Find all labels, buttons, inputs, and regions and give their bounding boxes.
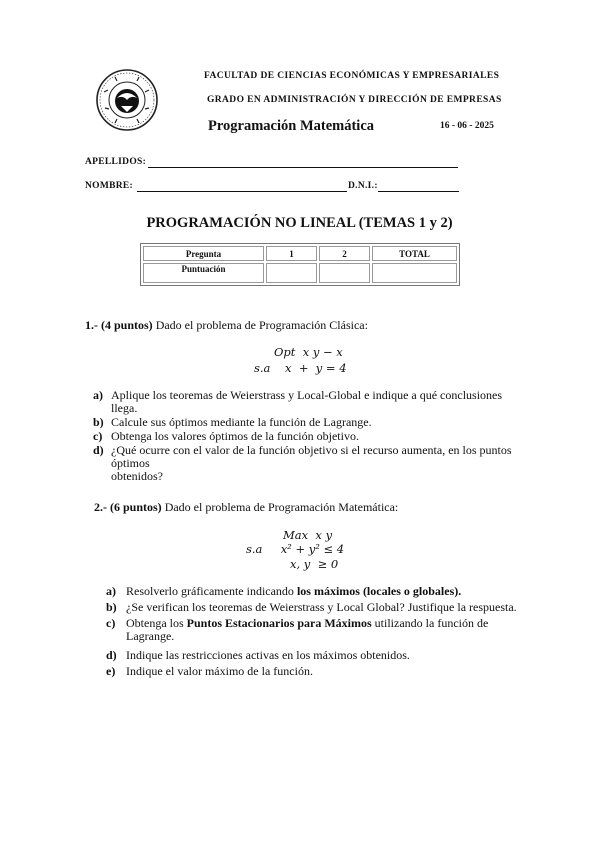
degree-name: GRADO EN ADMINISTRACIÓN Y DIRECCIÓN DE EMPRESAS bbox=[207, 95, 502, 105]
item-text: Indique el valor máximo de la función. bbox=[126, 664, 313, 678]
surnames-label: APELLIDOS: bbox=[85, 157, 147, 167]
question-1-points: (4 puntos) bbox=[101, 318, 153, 332]
item-letter: a) bbox=[106, 584, 116, 598]
item-text-cont: óptimos obtenidos? bbox=[111, 456, 163, 483]
item-letter: a) bbox=[93, 388, 103, 402]
table-header-cell: 2 bbox=[319, 246, 370, 261]
question-1-formula-constraint: s.a x + y = 4 bbox=[254, 361, 347, 375]
question-2-points: (6 puntos) bbox=[110, 500, 162, 514]
item-letter: d) bbox=[93, 443, 104, 457]
score-cell-total[interactable] bbox=[372, 263, 457, 283]
question-1-number: 1.- bbox=[85, 318, 98, 332]
item-text: Resolverlo gráficamente indicando los máximos (locales o globales). bbox=[126, 584, 462, 598]
score-cell-1[interactable] bbox=[266, 263, 317, 283]
table-header-cell: TOTAL bbox=[372, 246, 457, 261]
university-seal-logo bbox=[95, 68, 159, 132]
surnames-field[interactable] bbox=[148, 167, 458, 168]
item-text-cont: llega. bbox=[111, 401, 138, 415]
item-text: Calcule sus óptimos mediante la función de Lagrange. bbox=[111, 415, 372, 429]
question-2-formula-objective: Max x y bbox=[283, 528, 333, 542]
item-text: Aplique los teoremas de Weierstrass y Local-Global e indique a qué conclusiones bbox=[111, 388, 503, 402]
table-header-cell: Pregunta bbox=[143, 246, 264, 261]
faculty-name: FACULTAD DE CIENCIAS ECONÓMICAS Y EMPRESARIALES bbox=[204, 71, 500, 81]
question-1-statement: Dado el problema de Programación Clásica: bbox=[155, 318, 368, 332]
question-1-formula-objective: Opt x y − x bbox=[274, 345, 343, 359]
item-text: ¿Qué ocurre con el valor de la función objetivo si el recurso aumenta, en los puntos bbox=[111, 443, 512, 457]
table-header-cell: 1 bbox=[266, 246, 317, 261]
item-text: Obtenga los valores óptimos de la función objetivo. bbox=[111, 429, 359, 443]
question-2 bbox=[94, 500, 398, 514]
item-text: Indique las restricciones activas en los máximos obtenidos. bbox=[126, 648, 410, 662]
item-letter: d) bbox=[106, 648, 117, 662]
grades-table bbox=[140, 243, 460, 286]
grades-header-row bbox=[143, 246, 457, 261]
item-letter: e) bbox=[106, 664, 116, 678]
grades-score-row bbox=[143, 263, 457, 283]
item-text-cont: Lagrange. bbox=[126, 629, 175, 643]
item-letter: b) bbox=[106, 600, 117, 614]
dni-label: D.N.I.: bbox=[348, 181, 378, 191]
score-cell-2[interactable] bbox=[319, 263, 370, 283]
item-letter: c) bbox=[93, 429, 103, 443]
question-1 bbox=[85, 318, 368, 332]
question-2-number: 2.- bbox=[94, 500, 107, 514]
name-label: NOMBRE: bbox=[85, 181, 134, 191]
item-text: ¿Se verifican los teoremas de Weierstrass y Local Global? Justifique la respuesta. bbox=[126, 600, 517, 614]
subject-title: Programación Matemática bbox=[208, 118, 375, 134]
item-letter: c) bbox=[106, 616, 116, 630]
question-2-formula-sign: x, y ≥ 0 bbox=[290, 557, 339, 571]
item-letter: b) bbox=[93, 415, 104, 429]
exam-date: 16 - 06 - 2025 bbox=[440, 121, 494, 131]
item-text: Obtenga los Puntos Estacionarios para Máximos utilizando la función de bbox=[126, 616, 489, 630]
exam-title: PROGRAMACIÓN NO LINEAL (TEMAS 1 y 2) bbox=[146, 215, 453, 231]
question-2-statement: Dado el problema de Programación Matemática: bbox=[164, 500, 399, 514]
dni-field[interactable] bbox=[378, 191, 459, 192]
question-2-formula-constraint: s.a x² + y² ≤ 4 bbox=[246, 542, 345, 556]
name-field[interactable] bbox=[137, 191, 347, 192]
score-row-label: Puntuación bbox=[143, 263, 264, 283]
